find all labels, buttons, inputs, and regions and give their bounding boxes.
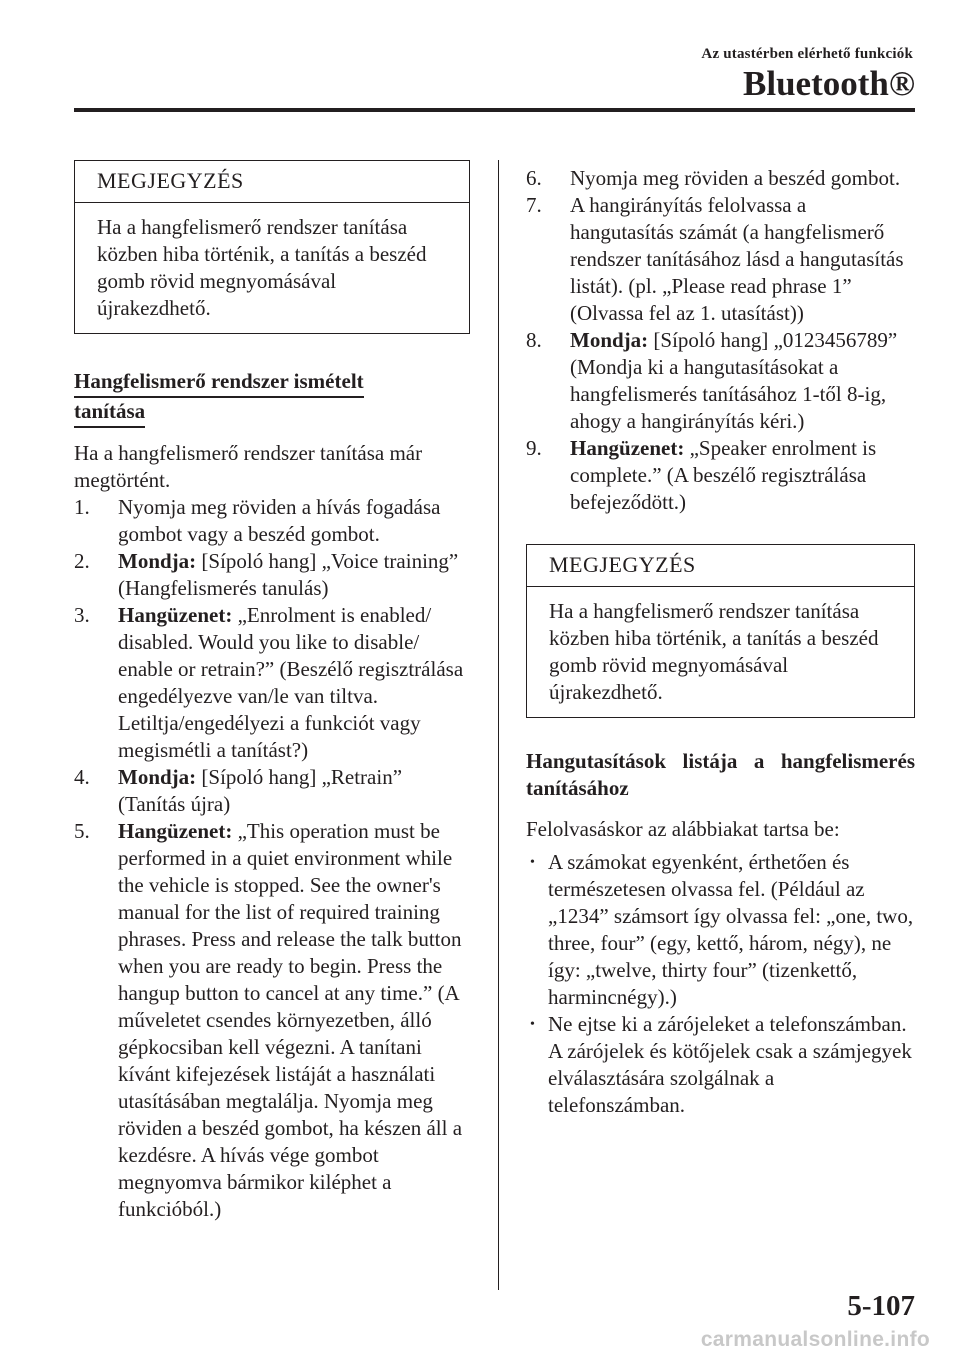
step-number: 1. [74,495,90,519]
step-text: „Enrolment is enabled/ disabled. Would you like to disable/ enable or retrain?” (Beszélő regisztrálása engedélyezve van/le van tiltva. Letiltja/engedélyezi a funkciót vagy megismétli a tanítást?) [118,603,464,762]
header-section-label: Az utastérben elérhető funkciók [701,46,913,62]
step-label: Hangüzenet: [570,436,685,460]
step-number: 2. [74,549,90,573]
note-title: MEGJEGYZÉS [527,545,914,587]
step-label: Mondja: [118,765,197,789]
step-number: 5. [74,819,90,843]
step-number: 7. [526,193,542,217]
column-divider [498,160,499,1290]
step-label: Hangüzenet: [118,603,233,627]
header-rule [74,108,915,112]
step-text: [Sípoló hang] „0123456789” (Mondja ki a hangutasításokat a hangfelismerés tanításához 1-től 8-ig, ahogy a hangirányítás kéri.) [570,328,898,433]
step-text: [Sípoló hang] „Retrain” (Tanítás újra) [118,765,403,816]
bullet-text: A számokat egyenként, érthetően és természetesen olvassa fel. (Például az „1234” számsort így olvassa fel: „one, two, three, four” (egy, kettő, három, négy), ne így: „twelve, thirty four” (tizenkettő, harmincnégy).) [548,850,914,1009]
section-title-line-1: Hangfelismerő rendszer ismételt [74,368,364,398]
step-label: Hangüzenet: [118,819,233,843]
step-text: Nyomja meg röviden a beszéd gombot. [570,166,901,190]
right-column [526,160,915,1119]
bullet-item [526,1011,915,1119]
step-item [74,818,470,1223]
step-item [74,602,470,764]
step-item [74,494,470,548]
step-item [74,548,470,602]
bullet-text: Ne ejtse ki a zárójeleket a telefonszámban. A zárójelek és kötőjelek csak a számjegyek elválasztására szolgálnak a telefonszámban. [548,1012,912,1117]
step-text: Nyomja meg röviden a hívás fogadása gombot vagy a beszéd gombot. [118,495,441,546]
bullet-dot-icon: • [530,855,535,870]
watermark: carmanualsonline.info [700,1328,930,1351]
step-number: 3. [74,603,90,627]
header-title: Bluetooth® [743,64,915,103]
section-title: Hangutasítások listája a hangfelismerés tanításához [526,749,915,800]
bullet-dot-icon: • [530,1017,535,1032]
section-intro: Felolvasáskor az alábbiakat tartsa be: [526,817,840,841]
step-label: Mondja: [118,549,197,573]
step-number: 4. [74,765,90,789]
step-item [526,327,915,435]
bullet-list [526,849,915,1119]
step-number: 8. [526,328,542,352]
step-item [526,435,915,516]
step-text: „This operation must be performed in a quiet environment while the vehicle is stopped. See the owner's manual for the list of required training phrases. Press and release the talk button when you are ready to begin. Press the hangup button to cancel at any time.” (A műveletet csendes környezetben, álló gépkocsiban kell végezni. A tanítani kívánt kifejezések listáját a használati utasításában megtalálja. Nyomja meg röviden a beszéd gombot, ha készen áll a kezdésre. A hívás vége gombot megnyomva bármikor kiléphet a funkcióból.) [118,819,463,1221]
step-item [526,165,915,192]
step-text: „Speaker enrolment is complete.” (A beszélő regisztrálása befejeződött.) [570,436,877,514]
section-title-line-2: tanítása [74,398,145,428]
step-list [526,165,915,516]
note-box [74,160,470,334]
step-label: Mondja: [570,328,649,352]
note-box [526,544,915,718]
note-text: Ha a hangfelismerő rendszer tanítása közben hiba történik, a tanítás a beszéd gomb rövid megnyomásával újrakezdhető. [549,599,879,704]
left-column [74,160,470,1223]
step-text: [Sípoló hang] „Voice training” (Hangfelismerés tanulás) [118,549,459,600]
note-title: MEGJEGYZÉS [75,161,469,203]
step-number: 6. [526,166,542,190]
step-text: A hangirányítás felolvassa a hangutasítás számát (a hangfelismerő rendszer tanításához lásd a hangutasítás listát). (pl. „Please read phrase 1” (Olvassa fel az 1. utasítást)) [570,193,904,325]
step-item [74,764,470,818]
step-number: 9. [526,436,542,460]
section-title [74,368,470,428]
bullet-item [526,849,915,1011]
step-item [526,192,915,327]
step-list [74,494,470,1223]
note-text: Ha a hangfelismerő rendszer tanítása közben hiba történik, a tanítás a beszéd gomb rövid megnyomásával újrakezdhető. [97,215,427,320]
page-number: 5-107 [847,1290,915,1322]
section-intro: Ha a hangfelismerő rendszer tanítása már megtörtént. [74,441,423,492]
